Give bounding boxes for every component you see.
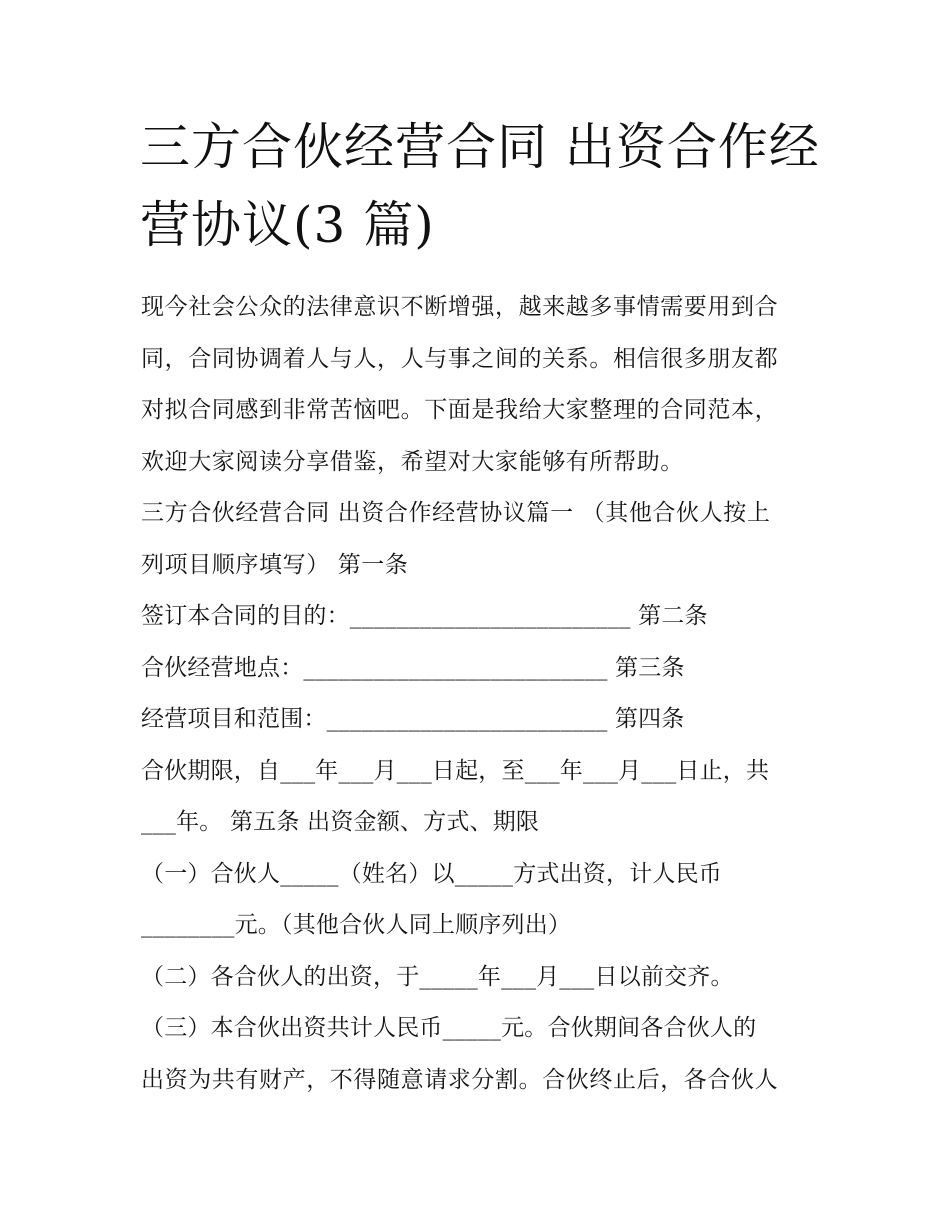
title-line-1: 三方合伙经营合同 出资合作经 — [140, 118, 820, 176]
paragraph-line: 列项目顺序填写） 第一条 — [141, 551, 409, 578]
paragraph-line: 现今社会公众的法律意识不断增强，越来越多事情需要用到合 — [141, 294, 779, 320]
form-line-contribution-cont: ________元。（其他合伙人同上顺序列出） — [141, 912, 572, 938]
form-line-term-cont: ___年。 第五条 出资金额、方式、期限 — [141, 809, 540, 835]
paragraph-line: 欢迎大家阅读分享借鉴，希望对大家能够有所帮助。 — [141, 448, 684, 475]
paragraph-line: 同，合同协调着人与人，人与事之间的关系。相信很多朋友都 — [141, 345, 779, 372]
paragraph-line: 出资为共有财产，不得随意请求分割。合伙终止后，各合伙人 — [141, 1066, 779, 1093]
form-line-location: 合伙经营地点：__________________________ 第三条 — [141, 654, 685, 681]
form-line-contribution: （一）合伙人_____（姓名）以_____方式出资，计人民币 — [141, 860, 722, 887]
form-line-purpose: 签订本合同的目的：________________________ 第二条 — [141, 603, 708, 629]
form-line-scope: 经营项目和范围：________________________ 第四条 — [141, 706, 685, 732]
form-line-term: 合伙期限，自___年___月___日起，至___年___月___日止，共 — [141, 757, 770, 784]
paragraph-line: （三）本合伙出资共计人民币_____元。合伙期间各合伙人的 — [141, 1015, 757, 1041]
form-line-deadline: （二）各合伙人的出资，于_____年___月___日以前交齐。 — [141, 963, 734, 990]
paragraph-line: 对拟合同感到非常苦恼吧。下面是我给大家整理的合同范本， — [141, 397, 779, 423]
document-body — [141, 282, 821, 1106]
title-line-2: 营协议(3 篇) — [140, 196, 435, 254]
paragraph-line: 三方合伙经营合同 出资合作经营协议篇一 （其他合伙人按上 — [141, 500, 771, 526]
document-title — [140, 108, 830, 264]
